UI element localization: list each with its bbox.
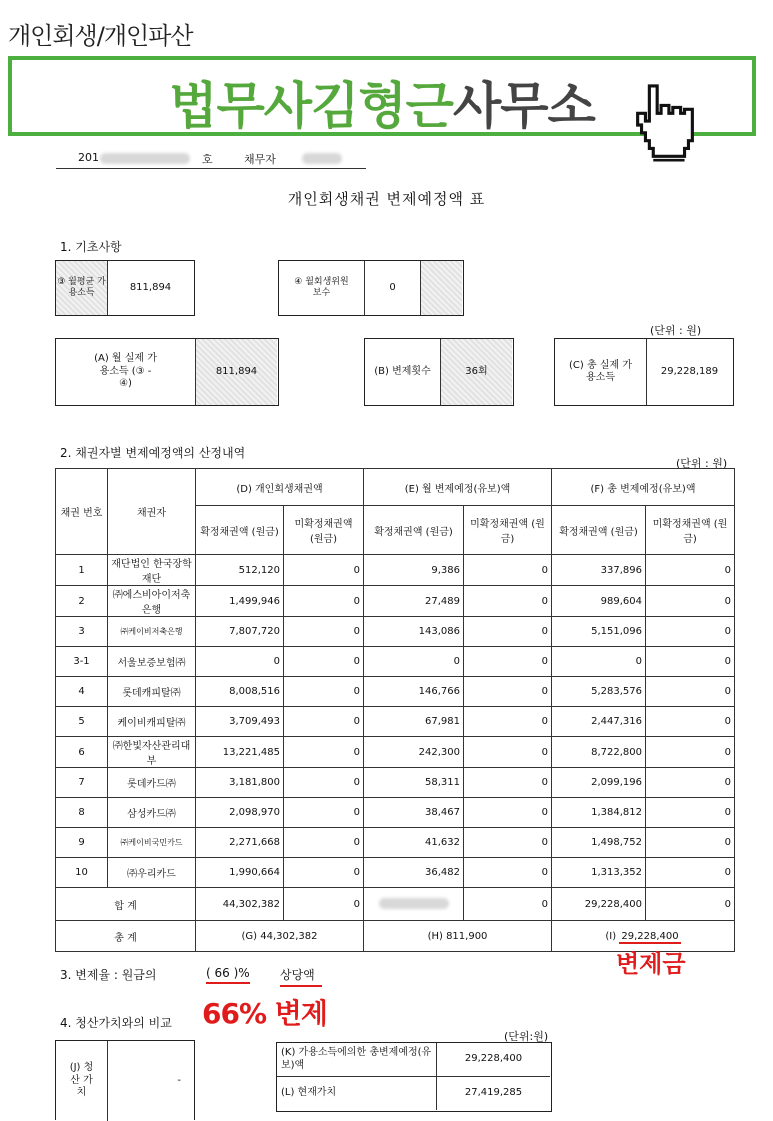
col-header-e: (E) 월 변제예정(유보)액	[364, 469, 552, 506]
row-creditor: 롯데캐피탈㈜	[108, 677, 196, 707]
j-box	[55, 1040, 195, 1120]
table-row	[56, 586, 735, 617]
row-f-fixed: 2,099,196	[552, 768, 646, 798]
row-f-unfixed: 0	[646, 586, 735, 617]
row-d-fixed: 8,008,516	[196, 677, 284, 707]
row-creditor: 서울보증보험㈜	[108, 647, 196, 677]
row-e-unfixed: 0	[464, 707, 552, 737]
sub-header-f-fixed: 확정채권액 (원금)	[552, 506, 646, 555]
row-creditor: 롯데카드㈜	[108, 768, 196, 798]
c-box	[554, 338, 734, 406]
col-header-creditor: 채권자	[108, 469, 196, 555]
row-d-unfixed: 0	[284, 677, 364, 707]
total-h: (H) 811,900	[364, 921, 552, 952]
banner-part3: 사무소	[452, 77, 595, 135]
section1-heading: 1. 기초사항	[60, 240, 122, 254]
section4-heading: 4. 청산가치와의 비교	[60, 1016, 172, 1030]
sum-row	[56, 888, 735, 921]
row-f-unfixed: 0	[646, 707, 735, 737]
row-no: 5	[56, 707, 108, 737]
row-e-fixed: 41,632	[364, 828, 464, 858]
row-d-fixed: 512,120	[196, 555, 284, 586]
row-no: 10	[56, 858, 108, 888]
row-d-unfixed: 0	[284, 768, 364, 798]
table-row	[56, 677, 735, 707]
row-d-fixed: 0	[196, 647, 284, 677]
row-f-unfixed: 0	[646, 677, 735, 707]
row-f-unfixed: 0	[646, 647, 735, 677]
sum-f-fixed: 29,228,400	[552, 888, 646, 921]
row-e-fixed: 0	[364, 647, 464, 677]
sub-header-d-fixed: 확정채권액 (원금)	[196, 506, 284, 555]
section2-heading: 2. 채권자별 변제예정액의 산정내역	[60, 446, 246, 460]
row-e-unfixed: 0	[464, 828, 552, 858]
case-debtor-label: 채무자	[244, 153, 276, 166]
col-header-d: (D) 개인회생채권액	[196, 469, 364, 506]
row-d-unfixed: 0	[284, 798, 364, 828]
redacted-debtor-name	[302, 153, 342, 164]
row-e-fixed: 242,300	[364, 737, 464, 768]
row-e-fixed: 9,386	[364, 555, 464, 586]
b-label: (B) 변제횟수	[365, 339, 441, 405]
row-d-unfixed: 0	[284, 707, 364, 737]
a-box	[55, 338, 279, 406]
row-e-unfixed: 0	[464, 555, 552, 586]
document-title: 개인회생채권 변제예정액 표	[287, 190, 486, 208]
row-creditor: ㈜우리카드	[108, 858, 196, 888]
row-f-fixed: 1,313,352	[552, 858, 646, 888]
row-e-fixed: 27,489	[364, 586, 464, 617]
l-label: (L) 현재가치	[277, 1077, 437, 1110]
k-label: (K) 가용소득에의한 총변제예정(유보)액	[277, 1043, 437, 1077]
row-e-fixed: 67,981	[364, 707, 464, 737]
monthly-income-value: 811,894	[129, 281, 172, 293]
row-f-unfixed: 0	[646, 737, 735, 768]
row-d-unfixed: 0	[284, 828, 364, 858]
table-row	[56, 555, 735, 586]
row-f-fixed: 5,151,096	[552, 617, 646, 647]
row-f-fixed: 989,604	[552, 586, 646, 617]
row-f-unfixed: 0	[646, 768, 735, 798]
row-no: 8	[56, 798, 108, 828]
row-f-unfixed: 0	[646, 858, 735, 888]
section3-heading: 3. 변제율 : 원금의	[60, 968, 157, 982]
row-d-fixed: 1,499,946	[196, 586, 284, 617]
committee-fee-shade	[421, 261, 462, 315]
row-d-unfixed: 0	[284, 555, 364, 586]
row-no: 4	[56, 677, 108, 707]
committee-fee-label: ④ 월회생위원 보수	[279, 261, 365, 315]
row-d-fixed: 2,098,970	[196, 798, 284, 828]
row-d-fixed: 7,807,720	[196, 617, 284, 647]
row-e-fixed: 36,482	[364, 858, 464, 888]
row-f-fixed: 0	[552, 647, 646, 677]
table-row	[56, 707, 735, 737]
row-creditor: ㈜케이비저축은행	[108, 617, 196, 647]
row-d-unfixed: 0	[284, 647, 364, 677]
table-row	[56, 798, 735, 828]
sub-header-e-unfixed: 미확정채권액 (원금)	[464, 506, 552, 555]
sum-d-unfixed: 0	[284, 888, 364, 921]
c-label: (C) 총 실제 가용소득	[555, 339, 647, 405]
case-ho: 호	[202, 153, 213, 166]
row-d-unfixed: 0	[284, 617, 364, 647]
rate-suffix: 상당액	[280, 966, 322, 987]
banner-part1: 법무사	[169, 77, 312, 135]
row-f-fixed: 8,722,800	[552, 737, 646, 768]
l-value: 27,419,285	[464, 1087, 523, 1099]
row-d-fixed: 1,990,664	[196, 858, 284, 888]
total-i-label: (I)	[605, 930, 617, 942]
row-d-fixed: 13,221,485	[196, 737, 284, 768]
sub-header-e-fixed: 확정채권액 (원금)	[364, 506, 464, 555]
table-row	[56, 737, 735, 768]
monthly-income-box	[55, 260, 195, 316]
row-d-fixed: 3,709,493	[196, 707, 284, 737]
c-value: 29,228,189	[660, 365, 719, 377]
unit-label-4: (단위:원)	[504, 1030, 549, 1043]
row-creditor: ㈜한빛자산관리대부	[108, 737, 196, 768]
row-no: 7	[56, 768, 108, 798]
row-no: 3-1	[56, 647, 108, 677]
row-f-fixed: 337,896	[552, 555, 646, 586]
row-d-fixed: 3,181,800	[196, 768, 284, 798]
row-f-unfixed: 0	[646, 555, 735, 586]
unit-label-2: (단위 : 원)	[676, 457, 728, 470]
row-e-unfixed: 0	[464, 798, 552, 828]
a-value: 811,894	[196, 339, 277, 405]
kl-box	[276, 1042, 552, 1112]
unit-label-1: (단위 : 원)	[650, 324, 702, 337]
banner-part2: 김형근	[311, 77, 453, 135]
row-e-unfixed: 0	[464, 737, 552, 768]
total-g: (G) 44,302,382	[196, 921, 364, 952]
b-value: 36회	[441, 339, 512, 405]
b-box	[364, 338, 514, 406]
row-e-fixed: 143,086	[364, 617, 464, 647]
row-f-fixed: 2,447,316	[552, 707, 646, 737]
row-e-unfixed: 0	[464, 677, 552, 707]
table-row	[56, 828, 735, 858]
row-no: 2	[56, 586, 108, 617]
k-value: 29,228,400	[437, 1043, 550, 1077]
row-e-fixed: 146,766	[364, 677, 464, 707]
case-number-line	[56, 148, 366, 169]
row-d-fixed: 2,271,668	[196, 828, 284, 858]
row-e-unfixed: 0	[464, 768, 552, 798]
row-f-fixed: 1,498,752	[552, 828, 646, 858]
total-i-value: 29,228,400	[621, 930, 679, 942]
row-f-unfixed: 0	[646, 617, 735, 647]
sum-f-unfixed: 0	[646, 888, 735, 921]
redacted-case-number	[100, 153, 190, 164]
rate-annotation: 66% 변제	[202, 997, 327, 1030]
row-d-unfixed: 0	[284, 737, 364, 768]
table-row	[56, 617, 735, 647]
table-row	[56, 768, 735, 798]
row-creditor: ㈜케이비국민카드	[108, 828, 196, 858]
row-e-unfixed: 0	[464, 858, 552, 888]
sum-e-fixed-redacted	[364, 888, 464, 921]
case-year: 201	[78, 151, 99, 164]
row-creditor: 재단법인 한국장학재단	[108, 555, 196, 586]
sum-d-fixed: 44,302,382	[196, 888, 284, 921]
row-no: 9	[56, 828, 108, 858]
committee-fee-value: 0	[365, 261, 421, 315]
monthly-income-label: ③ 월평균 가용소득	[56, 261, 108, 315]
row-f-fixed: 5,283,576	[552, 677, 646, 707]
row-e-unfixed: 0	[464, 617, 552, 647]
row-e-fixed: 58,311	[364, 768, 464, 798]
row-f-fixed: 1,384,812	[552, 798, 646, 828]
row-creditor: 케이비캐피탈㈜	[108, 707, 196, 737]
row-e-unfixed: 0	[464, 647, 552, 677]
col-header-no: 채권 번호	[56, 469, 108, 555]
row-no: 1	[56, 555, 108, 586]
page-header-title: 개인회생/개인파산	[8, 22, 193, 50]
row-d-unfixed: 0	[284, 858, 364, 888]
table-row	[56, 858, 735, 888]
payment-annotation: 변제금	[616, 950, 686, 978]
committee-fee-box	[278, 260, 464, 316]
office-banner[interactable]	[8, 56, 756, 136]
sum-e-unfixed: 0	[464, 888, 552, 921]
pointer-hand-icon	[622, 82, 708, 168]
row-e-unfixed: 0	[464, 586, 552, 617]
row-no: 3	[56, 617, 108, 647]
sum-label: 합 계	[56, 888, 196, 921]
j-label: (J) 청산 가치	[56, 1041, 108, 1121]
row-e-fixed: 38,467	[364, 798, 464, 828]
sub-header-f-unfixed: 미확정채권액 (원금)	[646, 506, 735, 555]
creditor-table	[55, 468, 735, 952]
a-label: (A) 월 실제 가용소득 (③ - ④)	[56, 339, 196, 405]
row-creditor: 삼성카드㈜	[108, 798, 196, 828]
row-no: 6	[56, 737, 108, 768]
row-f-unfixed: 0	[646, 798, 735, 828]
row-f-unfixed: 0	[646, 828, 735, 858]
row-d-unfixed: 0	[284, 586, 364, 617]
row-creditor: ㈜에스비아이저축은행	[108, 586, 196, 617]
j-value: -	[177, 1074, 181, 1086]
table-row	[56, 647, 735, 677]
col-header-f: (F) 총 변제예정(유보)액	[552, 469, 735, 506]
rate-value: ( 66 )%	[206, 966, 250, 984]
total-label: 총 계	[56, 921, 196, 952]
sub-header-d-unfixed: 미확정채권액 (원금)	[284, 506, 364, 555]
